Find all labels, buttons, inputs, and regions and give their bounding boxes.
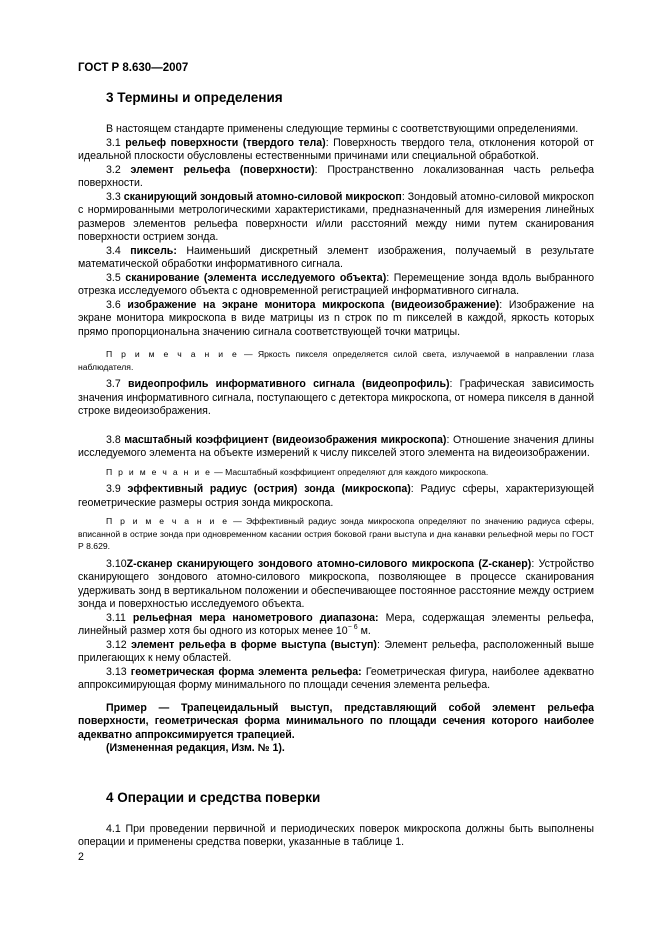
note-2: П р и м е ч а н и е — Масштабный коэффициент определяют для каждого микроскопа. (106, 466, 489, 477)
term-3-10: 3.10Z-сканер сканирующего зондового атомно-силового микроскопа (Z-сканер): Устройство сканирующего зондового атомно-силового микроскопа, позволяющее в процессе сканирования удерживать зонд в вертикальном положении и обеспечивающее постоянное расстояние между острием зонда и поверхностью исследуемого объекта. (78, 557, 594, 610)
term-3-9: 3.9 эффективный радиус (острия) зонда (микроскопа): Радиус сферы, характеризующей геометрические размеры острия зонда микроскопа. (78, 483, 594, 509)
term-3-12: 3.12 элемент рельефа в форме выступа (выступ): Элемент рельефа, расположенный выше прилегающих к нему областей. (78, 638, 594, 664)
note-3: П р и м е ч а н и е — Эффективный радиус зонда микроскопа определяют по значению радиуса сферы, вписанной в острие зонда при одновременном касании острия боковой грани выступа и дна канавки рельефной меры по ГОСТ Р 8.629. (78, 516, 594, 551)
term-3-13: 3.13 геометрическая форма элемента рельефа: Геометрическая фигура, наиболее адекватно аппроксимирующая форму минимального по площади сечения элемента рельефа. (78, 665, 594, 691)
section-3-intro: В настоящем стандарте применены следующие термины с соответствующими определениями. (106, 123, 579, 135)
page-content (78, 90, 594, 850)
term-3-5: 3.5 сканирование (элемента исследуемого объекта): Перемещение зонда вдоль выбранного отрезка исследуемого объекта с одновременной регистрацией информативного сигнала. (78, 271, 594, 297)
section-3-title: 3 Термины и определения (106, 90, 283, 105)
term-3-1: 3.1 рельеф поверхности (твердого тела): Поверхность твердого тела, отклонения которой от идеальной плоскости обусловлены естественными причинами или специальной обработкой. (78, 136, 594, 162)
term-3-8: 3.8 масштабный коэффициент (видеоизображения микроскопа): Отношение значения длины исследуемого элемента на объекте измерений к числу пикселей этого элемента на видеоизображении. (78, 433, 594, 459)
paragraph-4-1: 4.1 При проведении первичной и периодических поверок микроскопа должны быть выполнены операции и применены средства поверки, указанные в таблице 1. (78, 822, 594, 848)
term-3-6: 3.6 изображение на экране монитора микроскопа (видеоизображение): Изображение на экране монитора микроскопа в виде матрицы из n строк по m пикселей в каждой, яркость которых прямо пропорциональна значению сигнала соответствующей точки матрицы. (78, 298, 594, 338)
example-paragraph: Пример — Трапецеидальный выступ, представляющий собой элемент рельефа поверхности, геометрическая форма минимального по площади сечения которого наиболее адекватно аппроксимируется трапецией. (78, 701, 594, 741)
page-number: 2 (78, 851, 84, 863)
standard-header: ГОСТ Р 8.630—2007 (78, 62, 189, 74)
section-4-title: 4 Операции и средства поверки (106, 789, 321, 805)
term-3-7: 3.7 видеопрофиль информативного сигнала (видеопрофиль): Графическая зависимость значения информативного сигнала, поступающего с детектора микроскопа, от номера пикселя в данной строке видеоизображения. (78, 378, 594, 417)
revision-note: (Измененная редакция, Изм. № 1). (106, 742, 285, 754)
term-3-2: 3.2 элемент рельефа (поверхности): Пространственно локализованная часть рельефа поверхности. (78, 163, 594, 189)
term-3-4: 3.4 пиксель: Наименьший дискретный элемент изображения, получаемый в результате математической обработки информативного сигнала. (78, 244, 594, 270)
note-1: П р и м е ч а н и е — Яркость пикселя определяется силой света, излучаемой в направлении глаза наблюдателя. (78, 349, 594, 372)
term-3-11: 3.11 рельефная мера нанометрового диапазона: Мера, содержащая элементы рельефа, линейный размер хотя бы одного из которых менее $10^{- 6}$ м. (78, 611, 595, 637)
term-3-3: 3.3 сканирующий зондовый атомно-силовой микроскоп: Зондовый атомно-силовой микроскоп с нормированными метрологическими характеристиками, предназначенный для измерения линейных размеров элементов рельефа поверхности и/или расстояний между ними путем сканирования поверхности острием зонда. (78, 190, 594, 243)
